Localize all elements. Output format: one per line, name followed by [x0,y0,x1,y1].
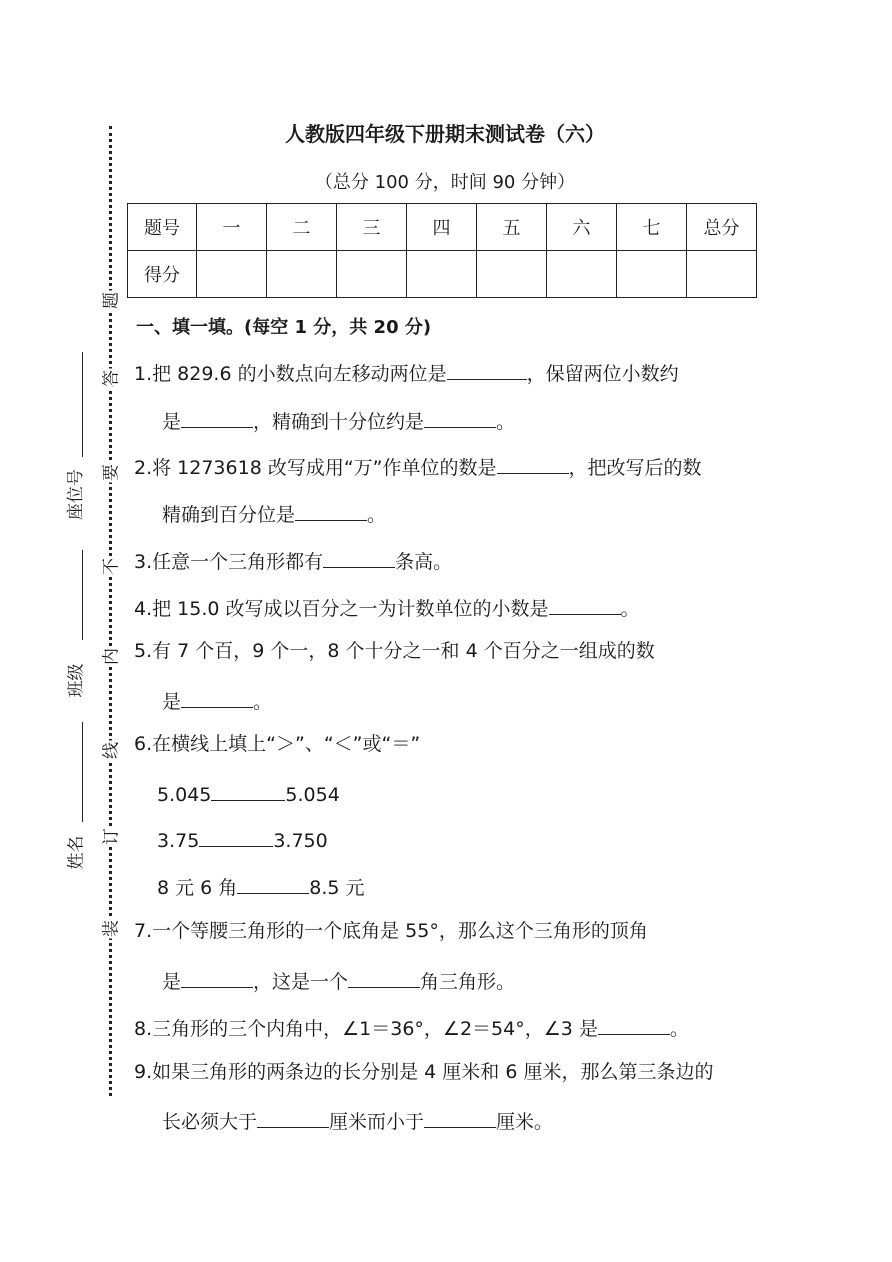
answer-blank[interactable] [549,596,621,615]
name-label: 姓名 [66,835,87,870]
name-line [82,722,83,822]
question-text: 5.045 [157,784,212,806]
question-9-line-2 [162,1109,553,1132]
table-cell: 题号 [128,204,197,251]
answer-blank[interactable] [323,549,395,568]
question-text: 长必须大于 [162,1111,258,1133]
question-2-line-2 [162,502,386,525]
question-5-line-2 [162,689,272,712]
answer-blank[interactable] [348,969,420,988]
seat-number-label: 座位号 [66,469,86,520]
question-7-line-1 [134,922,648,941]
table-cell: 六 [547,204,617,251]
answer-blank[interactable] [295,502,367,521]
margin-char-4: 不 [93,557,126,577]
margin-char-7: 订 [93,827,126,847]
score-input-cell[interactable] [547,251,617,298]
question-6c [157,875,365,898]
answer-blank[interactable] [181,689,253,708]
answer-blank[interactable] [199,828,273,847]
score-input-cell[interactable] [407,251,477,298]
question-text: 厘米而小于 [329,1111,425,1133]
question-text: 精确到百分位是 [162,504,296,526]
answer-blank[interactable] [447,361,527,380]
binding-dotted-line [109,126,112,1096]
question-text: 。 [367,504,387,526]
question-4 [134,596,640,619]
table-cell: 三 [337,204,407,251]
question-text: 1.把 829.6 的小数点向左移动两位是 [134,363,447,385]
class-label: 班级 [66,663,87,698]
answer-blank[interactable] [598,1016,670,1035]
table-cell: 总分 [687,204,757,251]
question-5-line-1 [134,642,655,661]
question-text: ，保留两位小数约 [526,363,679,385]
question-text: 3.750 [273,830,328,852]
question-6a [157,782,340,805]
score-input-cell[interactable] [687,251,757,298]
score-input-cell[interactable] [337,251,407,298]
table-cell: 一 [197,204,267,251]
answer-blank[interactable] [181,969,253,988]
question-8 [134,1016,689,1039]
table-cell: 五 [477,204,547,251]
question-text: 3.任意一个三角形都有 [134,551,324,573]
answer-blank[interactable] [211,782,285,801]
score-table-header-row [128,204,757,251]
question-3 [134,549,452,572]
margin-char-3: 要 [93,463,126,483]
table-cell: 得分 [128,251,197,298]
question-7-line-2 [162,969,515,992]
question-text: 条高。 [395,551,453,573]
question-text: 7.一个等腰三角形的一个底角是 55°，那么这个三角形的顶角 [134,920,648,942]
question-9-line-1 [134,1063,713,1082]
answer-blank[interactable] [424,409,496,428]
score-input-cell[interactable] [197,251,267,298]
class-line [82,550,83,640]
margin-char-1: 题 [93,291,126,311]
question-text: 。 [669,1018,689,1040]
question-text: ，精确到十分位约是 [253,411,425,433]
question-1-line-1 [134,361,679,384]
question-text: 角三角形。 [420,971,516,993]
exam-subtitle: （总分 100 分，时间 90 分钟） [314,172,576,193]
question-text: 。 [620,598,640,620]
question-6b [157,828,328,851]
answer-blank[interactable] [424,1109,496,1128]
question-text: 8.三角形的三个内角中，∠1＝36°，∠2＝54°，∠3 是 [134,1018,598,1040]
question-1-line-2 [162,409,515,432]
question-text: ，这是一个 [253,971,349,993]
question-text: 。 [496,411,516,433]
question-6 [134,735,420,754]
question-text: 6.在横线上填上“＞”、“＜”或“＝” [134,733,421,755]
question-text: 4.把 15.0 改写成以百分之一为计数单位的小数是 [134,598,549,620]
question-text: 厘米。 [496,1111,554,1133]
margin-char-2: 答 [93,369,126,389]
answer-blank[interactable] [497,455,569,474]
question-text: ，把改写后的数 [568,457,702,479]
score-input-cell[interactable] [617,251,687,298]
exam-title: 人教版四年级下册期末测试卷（六） [285,122,605,146]
margin-char-6: 线 [93,741,126,761]
question-2-line-1 [134,455,702,478]
question-text: 是 [162,411,182,433]
score-input-cell[interactable] [477,251,547,298]
question-text: 2.将 1273618 改写成用“万”作单位的数是 [134,457,497,479]
answer-blank[interactable] [237,875,309,894]
question-text: 是 [162,691,182,713]
question-text: 5.有 7 个百，9 个一，8 个十分之一和 4 个百分之一组成的数 [134,640,655,662]
score-table [127,203,757,298]
question-text: 9.如果三角形的两条边的长分别是 4 厘米和 6 厘米，那么第三条边的 [134,1061,714,1083]
table-cell: 四 [407,204,477,251]
question-text: 8.5 元 [309,877,365,899]
question-text: 8 元 6 角 [157,877,238,899]
seat-number-line [82,352,83,457]
score-input-cell[interactable] [267,251,337,298]
question-text: 。 [253,691,273,713]
question-text: 5.054 [285,784,340,806]
score-table-score-row [128,251,757,298]
table-cell: 七 [617,204,687,251]
margin-char-5: 内 [93,647,126,667]
question-text: 是 [162,971,182,993]
margin-char-8: 装 [93,919,126,939]
question-text: 3.75 [157,830,200,852]
answer-blank[interactable] [181,409,253,428]
section-title: 一、填一填。(每空 1 分，共 20 分) [136,317,432,338]
table-cell: 二 [267,204,337,251]
answer-blank[interactable] [257,1109,329,1128]
